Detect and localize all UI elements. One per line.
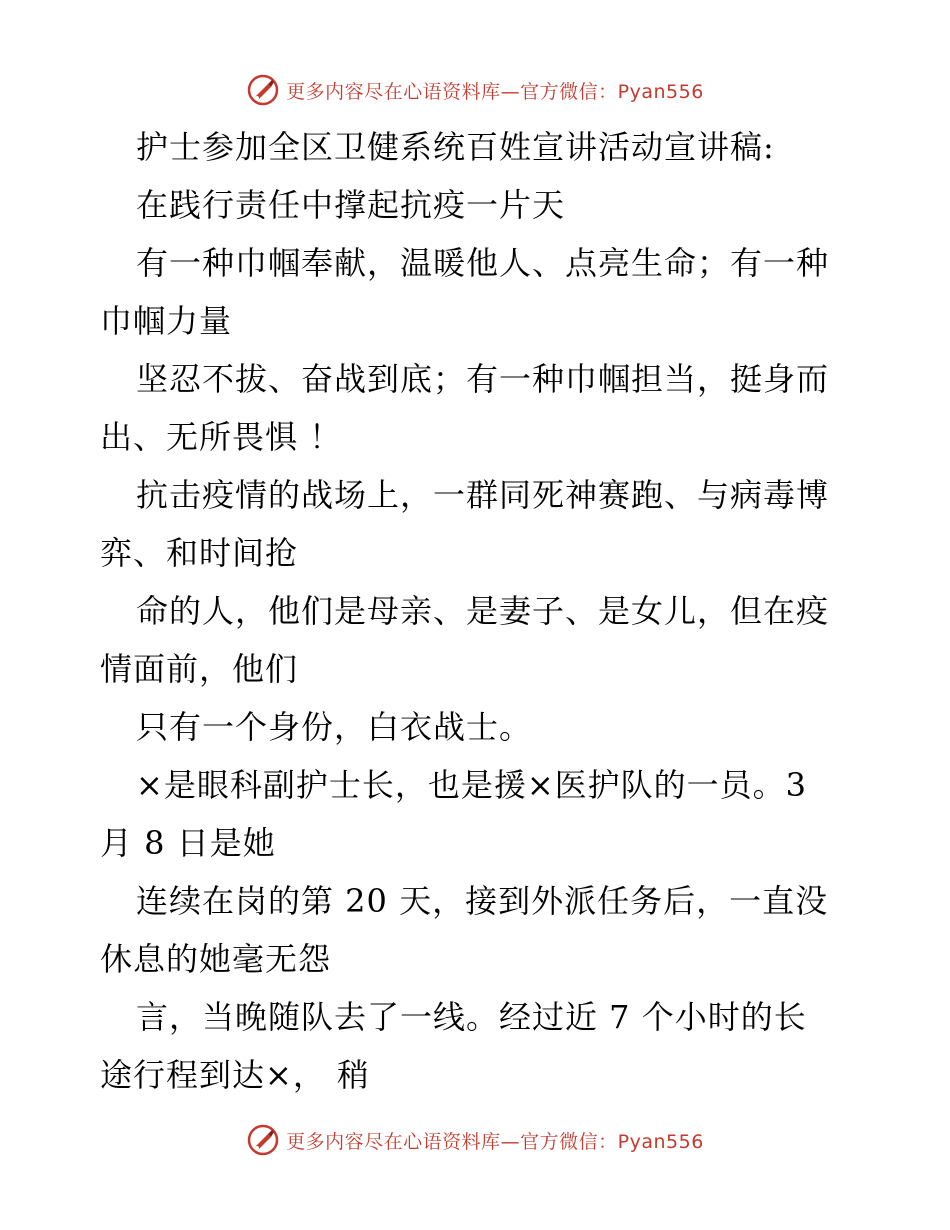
watermark-header [0, 70, 950, 110]
text-line: 情面前，他们 [100, 650, 299, 688]
document-body [100, 118, 860, 1104]
text-line: 途行程到达×， 稍 [100, 1056, 370, 1094]
text-line: 抗击疫情的战场上，一群同死神赛跑、与病毒博 [136, 476, 830, 514]
text-line: 有一种巾帼奉献，温暖他人、点亮生命；有一种 [136, 244, 830, 282]
pen-logo-icon [246, 1123, 280, 1157]
watermark-footer [0, 1120, 950, 1160]
text-line: 命的人，他们是母亲、是妻子、是女儿，但在疫 [136, 592, 830, 630]
text-line: ×是眼科副护士长，也是援×医护队的一员。3 [136, 766, 807, 804]
text-line: 连续在岗的第 20 天，接到外派任务后，一直没 [136, 882, 829, 920]
text-line: 巾帼力量 [100, 302, 233, 340]
text-line: 在践行责任中撑起抗疫一片天 [136, 186, 566, 224]
text-line: 护士参加全区卫健系统百姓宣讲活动宣讲稿: [136, 128, 775, 166]
text-line: 只有一个身份，白衣战士。 [136, 708, 533, 746]
watermark-text: 更多内容尽在心语资料库—官方微信：Pyan556 [286, 80, 704, 103]
pen-logo-icon [246, 73, 280, 107]
text-line: 月 8 日是她 [100, 824, 276, 862]
text-line: 休息的她毫无怨 [100, 940, 332, 978]
watermark-text: 更多内容尽在心语资料库—官方微信：Pyan556 [286, 1130, 704, 1153]
text-line: 出、无所畏惧 ！ [100, 418, 343, 456]
text-line: 言，当晚随队去了一线。经过近 7 个小时的长 [136, 998, 807, 1036]
text-line: 坚忍不拔、奋战到底；有一种巾帼担当，挺身而 [136, 360, 830, 398]
text-line: 弈、和时间抢 [100, 534, 299, 572]
